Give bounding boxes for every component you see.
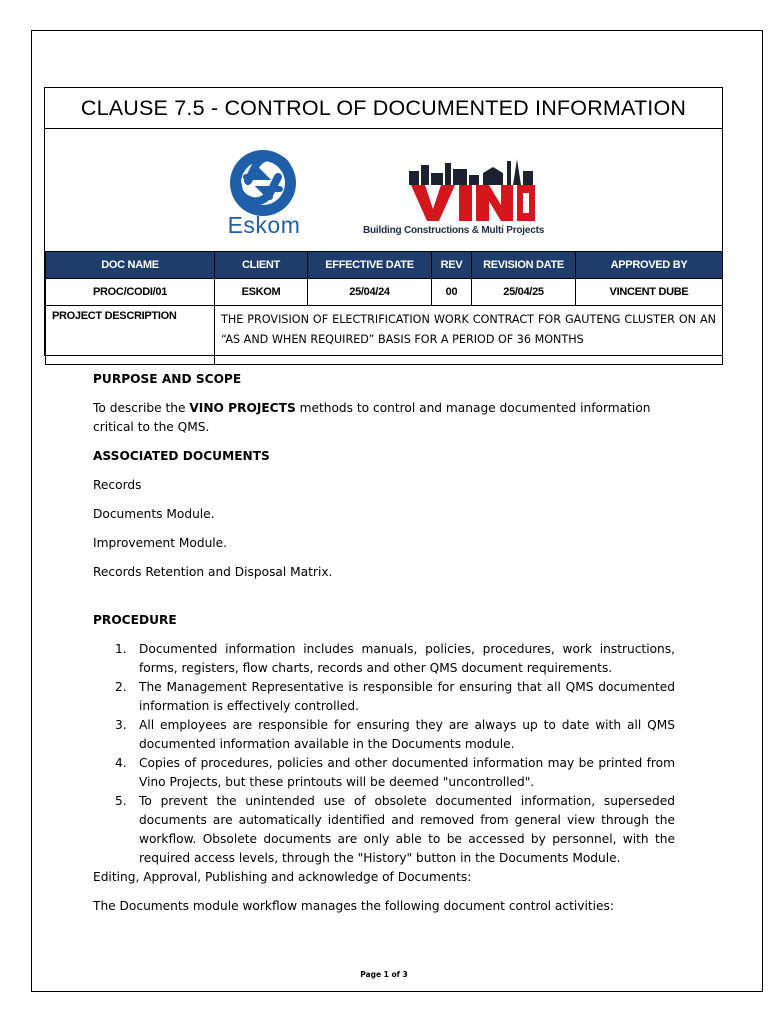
procedure-item-text: Copies of procedures, policies and other documented information may be printed from Vino Projects, but these printouts will be deemed "uncontrolled". <box>139 756 675 789</box>
associated-item: Documents Module. <box>93 507 215 521</box>
metadata-header-row <box>46 252 723 279</box>
procedure-list <box>93 640 675 868</box>
col-header-effective-date: EFFECTIVE DATE <box>308 252 432 279</box>
procedure-item-number: 1. <box>115 642 127 656</box>
procedure-item-text: All employees are responsible for ensuring they are always up to date with all QMS documented information available in the Documents module. <box>139 718 675 751</box>
procedure-item-text: To prevent the unintended use of obsolete documented information, superseded documents are automatically identified and removed from general view through the workflow. Obsolete documents are only able to be accessed by personnel, with the required access levels, through the "History" button in the Documents Module. <box>139 794 675 865</box>
revision-date-value: 25/04/25 <box>472 279 576 306</box>
purpose-text <box>93 399 675 437</box>
associated-documents-heading: ASSOCIATED DOCUMENTS <box>93 449 270 463</box>
procedure-item-number: 2. <box>115 680 127 694</box>
document-body <box>93 370 675 916</box>
vino-tagline: Building Constructions & Multi Projects <box>363 225 545 236</box>
project-description-row <box>46 306 723 365</box>
associated-item: Improvement Module. <box>93 536 228 550</box>
page-number: Page 1 of 3 <box>360 970 408 979</box>
eskom-wordmark: Eskom <box>227 212 301 238</box>
col-header-revision-date: REVISION DATE <box>472 252 576 279</box>
procedure-item-text: Documented information includes manuals, policies, procedures, work instructions, forms, registers, flow charts, records and other QMS document requirements. <box>139 642 675 675</box>
document-metadata-table <box>45 251 723 365</box>
document-title: CLAUSE 7.5 - CONTROL OF DOCUMENTED INFORMATION <box>80 95 687 120</box>
procedure-item <box>115 640 675 678</box>
purpose-text-suffix: methods to control and manage documented information critical to the QMS. <box>93 401 651 434</box>
procedure-item <box>115 678 675 716</box>
logos-row <box>45 129 722 251</box>
procedure-item <box>115 792 675 868</box>
editing-line: Editing, Approval, Publishing and acknowledge of Documents: <box>93 870 472 884</box>
procedure-item-number: 4. <box>115 756 127 770</box>
approved-by-value: VINCENT DUBE <box>576 279 723 306</box>
associated-item: Records <box>93 478 142 492</box>
purpose-heading: PURPOSE AND SCOPE <box>93 372 242 386</box>
associated-item: Records Retention and Disposal Matrix. <box>93 565 333 579</box>
client-value: ESKOM <box>215 279 308 306</box>
project-description-value: THE PROVISION OF ELECTRIFICATION WORK CONTRACT FOR GAUTENG CLUSTER ON AN “AS AND WHEN REQUIRED” BASIS FOR A PERIOD OF 36 MONTHS <box>215 306 723 365</box>
col-header-rev: REV <box>432 252 472 279</box>
title-row <box>45 88 722 129</box>
col-header-approved-by: APPROVED BY <box>576 252 723 279</box>
project-description-label: PROJECT DESCRIPTION <box>46 306 215 365</box>
procedure-item-text: The Management Representative is responsible for ensuring that all QMS documented information is effectively controlled. <box>139 680 675 713</box>
metadata-values-row <box>46 279 723 306</box>
rev-value: 00 <box>432 279 472 306</box>
document-header <box>44 87 723 356</box>
vino-logo-icon <box>407 159 537 223</box>
procedure-item <box>115 716 675 754</box>
procedure-item-number: 5. <box>115 794 127 808</box>
procedure-item <box>115 754 675 792</box>
purpose-text-prefix: To describe the <box>93 401 190 415</box>
col-header-client: CLIENT <box>215 252 308 279</box>
company-name: VINO PROJECTS <box>189 401 296 415</box>
procedure-heading: PROCEDURE <box>93 613 177 627</box>
procedure-item-number: 3. <box>115 718 127 732</box>
effective-date-value: 25/04/24 <box>308 279 432 306</box>
workflow-line: The Documents module workflow manages the following document control activities: <box>93 899 614 913</box>
doc-name-value: PROC/CODI/01 <box>46 279 215 306</box>
col-header-doc-name: DOC NAME <box>46 252 215 279</box>
